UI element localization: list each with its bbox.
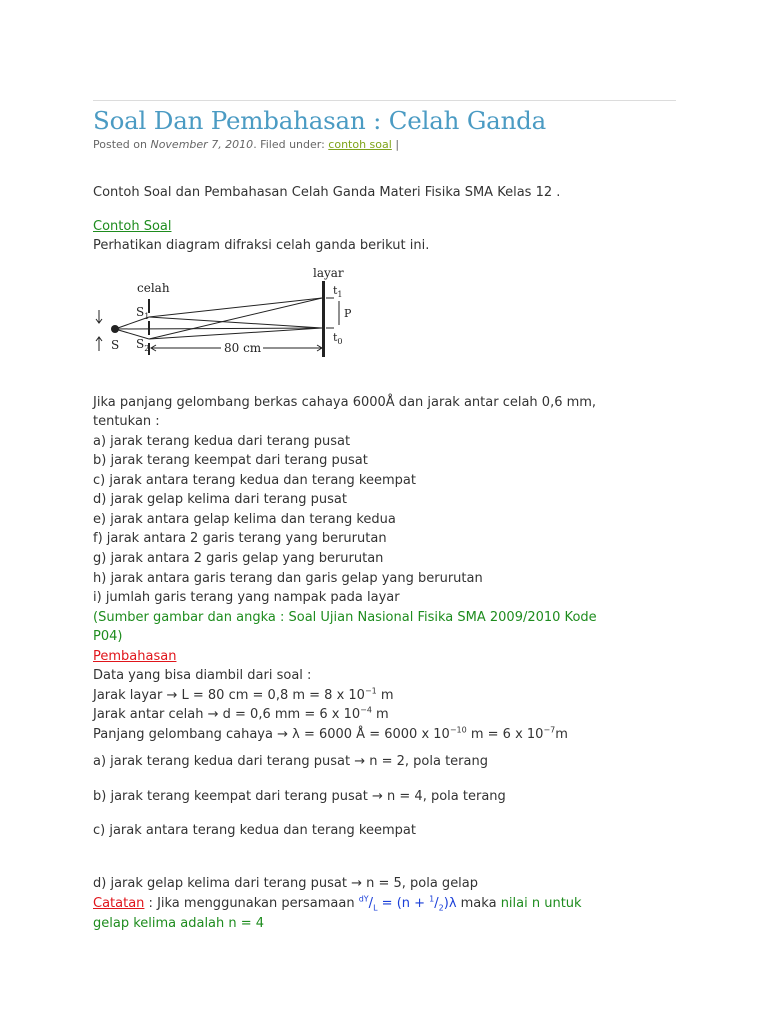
label-p: P	[344, 307, 352, 320]
post-title[interactable]: Soal Dan Pembahasan : Celah Ganda	[93, 106, 547, 135]
question-line-2: tentukan :	[93, 414, 160, 429]
solution-a: a) jarak terang kedua dari terang pusat → n = 2, pola terang	[93, 754, 488, 769]
solution-d: d) jarak gelap kelima dari terang pusat → n = 5, pola gelap	[93, 876, 479, 891]
ray-s1-t1	[149, 298, 322, 317]
question-line-1: Jika panjang gelombang berkas cahaya 6000Å dan jarak antar celah 0,6 mm,	[93, 395, 597, 410]
center-axis	[115, 328, 322, 329]
question-item: f) jarak antara 2 garis terang yang berurutan	[93, 531, 387, 546]
question-item: e) jarak antara gelap kelima dan terang kedua	[93, 512, 396, 527]
question-item: d) jarak gelap kelima dari terang pusat	[93, 492, 347, 507]
header-divider	[93, 100, 676, 101]
question-item: c) jarak antara terang kedua dan terang keempat	[93, 473, 416, 488]
source-line-2: P04)	[93, 629, 123, 644]
screen-bar	[322, 281, 325, 357]
note-label-link[interactable]: Catatan	[93, 896, 145, 911]
example-intro: Perhatikan diagram difraksi celah ganda berikut ini.	[93, 238, 430, 253]
label-s1: $S_1$	[136, 305, 150, 321]
question-item: a) jarak terang kedua dari terang pusat	[93, 434, 351, 449]
question-item: g) jarak antara 2 garis gelap yang berurutan	[93, 551, 384, 566]
solution-heading-link[interactable]: Pembahasan	[93, 649, 177, 664]
question-item: h) jarak antara garis terang dan garis gelap yang berurutan	[93, 571, 483, 586]
label-s2: $S_2$	[136, 337, 150, 353]
data-screen-distance: Jarak layar → L = 80 cm = 0,8 m = 8 x $10^{-1}$ m	[93, 686, 394, 703]
intro-text: Contoh Soal dan Pembahasan Celah Ganda Materi Fisika SMA Kelas 12 .	[93, 185, 561, 200]
data-slit-distance: Jarak antar celah → d = 0,6 mm = 6 x $10^{-4}$ m	[93, 705, 389, 722]
post-date: November 7, 2010	[150, 138, 254, 151]
source-line-1: (Sumber gambar dan angka : Soal Ujian Nasional Fisika SMA 2009/2010 Kode	[93, 610, 597, 625]
question-item: b) jarak terang keempat dari terang pusat	[93, 453, 368, 468]
label-celah: celah	[137, 281, 170, 295]
data-wavelength: Panjang gelombang cahaya → λ = 6000 Å = 6000 x $10^{-10}$ m = 6 x $10^{-7}m$	[93, 725, 568, 742]
filed-prefix: . Filed under:	[253, 138, 325, 151]
solution-b: b) jarak terang keempat dari terang pusat → n = 4, pola terang	[93, 789, 506, 804]
label-t1: $t_1$	[333, 284, 343, 299]
label-t0: $t_0$	[333, 331, 343, 346]
solution-c: c) jarak antara terang kedua dan terang keempat	[93, 823, 416, 838]
label-layar: layar	[313, 266, 344, 280]
category-link[interactable]: contoh soal	[328, 138, 392, 151]
example-heading-link[interactable]: Contoh Soal	[93, 219, 172, 234]
note-formula: $^{dY}/_L = (n + ^1/_2)\lambda$	[358, 894, 457, 913]
ray-s2-t0	[149, 328, 322, 339]
posted-prefix: Posted on	[93, 138, 147, 151]
post-meta	[93, 138, 399, 151]
label-distance: 80 cm	[224, 341, 262, 355]
note-line-1: Catatan : Jika menggunakan persamaan $^{dY}/_L = (n + ^1/_2)\lambda$ maka nilai n untuk	[93, 894, 582, 913]
label-s: S	[111, 338, 120, 352]
question-item: i) jumlah garis terang yang nampak pada layar	[93, 590, 400, 605]
meta-separator: |	[395, 138, 400, 151]
double-slit-diagram	[93, 265, 383, 360]
note-line-2: gelap kelima adalah n = 4	[93, 916, 265, 931]
data-intro: Data yang bisa diambil dari soal :	[93, 668, 312, 683]
